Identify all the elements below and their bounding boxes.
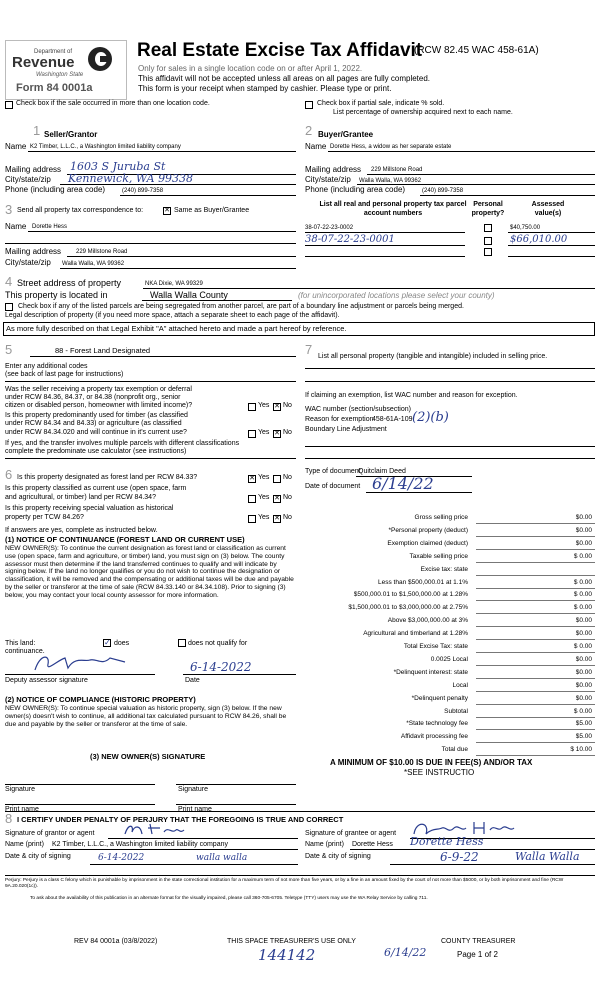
s6-q2-no: No	[283, 494, 292, 501]
tax-row-rule	[476, 704, 595, 705]
tax-row-rule	[476, 678, 595, 679]
assessor-date-label: Date	[185, 677, 200, 684]
if-yes-1: If yes, and the transfer involves multiple parcels with different classifications	[5, 440, 240, 447]
page-number: Page 1 of 2	[457, 950, 498, 959]
s6-q3b: property per TCW 84.26?	[5, 514, 84, 521]
seller-city[interactable]: Kennewick, WA 99338	[68, 172, 194, 185]
partial-sale-label: Check box if partial sale, indicate % sold.	[317, 100, 445, 107]
tax-row-value[interactable]: $0.00	[575, 617, 592, 624]
rev-number: REV 84 0001a (03/8/2022)	[74, 938, 158, 945]
logo-dept: Department of	[34, 49, 73, 55]
page-title: Real Estate Excise Tax Affidavit	[137, 40, 423, 61]
tax-row-value[interactable]: $ 0.00	[573, 553, 592, 560]
tax-row-rule	[476, 523, 595, 524]
notice2-title: (2) NOTICE OF COMPLIANCE (HISTORIC PROPERTY)	[5, 695, 196, 704]
seller-name-label: Name	[5, 142, 27, 151]
grantee-date-label: Date & city of signing	[305, 853, 371, 860]
personal-col-header: Personal property?	[471, 201, 505, 217]
segregated-checkbox[interactable]	[5, 303, 13, 311]
street-value[interactable]: NKA Dixie, WA 99329	[145, 281, 203, 287]
tax-row-label: Above $3,000,000.00 at 3%	[387, 617, 468, 624]
tax-row-rule	[476, 626, 595, 627]
reason-value[interactable]: 458-61A-109	[372, 416, 413, 423]
tax-row-rule	[476, 665, 595, 666]
tax-row-label: $500,000.01 to $1,500,000.00 at 1.28%	[353, 591, 468, 598]
exemption-text: If claiming an exemption, list WAC number and reason for exception.	[305, 392, 518, 399]
logo-state: Washington State	[36, 72, 84, 78]
tax-row-value[interactable]: $5.00	[575, 733, 592, 740]
subtitle-2: This affidavit will not be accepted unless all areas on all pages are fully completed.	[138, 74, 431, 83]
see-back: (see back of last page for instructions)	[5, 371, 124, 378]
tax-row-rule	[476, 755, 595, 756]
seller-mail-label: Mailing address	[5, 165, 62, 174]
tax-row-value[interactable]: $0.00	[575, 669, 592, 676]
grantor-name[interactable]: K2 Timber, L.L.C., a Washington limited liability company	[52, 841, 228, 848]
grantor-name-label: Name (print)	[5, 841, 44, 848]
seller-heading: Seller/Grantor	[44, 130, 98, 139]
logo-revenue: Revenue	[12, 54, 75, 71]
tax-row-value[interactable]: $ 10.00	[570, 746, 592, 753]
grantee-name[interactable]: Dorette Hess	[352, 841, 393, 848]
s6-q2a: Is this property classified as current use (open space, farm	[5, 485, 187, 492]
tax-row-value[interactable]: $ 0.00	[573, 579, 592, 586]
notice1-title: (1) NOTICE OF CONTINUANCE (FOREST LAND OR CURRENT USE)	[5, 535, 245, 544]
reason-text[interactable]: Boundary Line Adjustment	[305, 426, 387, 433]
grantor-date-label: Date & city of signing	[5, 853, 71, 860]
tax-row-label: $1,500,000.01 to $3,000,000.00 at 2.75%	[348, 604, 468, 611]
uninc-note: (for unincorporated locations please select your county)	[298, 291, 495, 300]
s6-q2b: and agricultural, or timber) land per RCW 84.34?	[5, 494, 156, 501]
grantee-city[interactable]: Walla Walla	[515, 850, 580, 863]
buyer-phone-label: Phone (including area code)	[305, 185, 406, 194]
tax-row-value[interactable]: $0.00	[575, 656, 592, 663]
tax-row-rule	[476, 549, 595, 550]
form-number: Form 84 0001a	[16, 82, 93, 94]
owner-print-label-1: Print name	[5, 806, 39, 813]
assessed-row-2[interactable]: $66,010.00	[510, 234, 568, 245]
receipt-date: 6/14/22	[384, 946, 427, 959]
personal-checkbox-1[interactable]	[484, 224, 492, 232]
tax-row-rule	[476, 729, 595, 730]
q2-no-label: No	[283, 429, 292, 436]
segregated-label: Check box if any of the listed parcels are being segregated from another parcel, are part of a boundary line adjustment or parcels being merged.	[18, 303, 464, 310]
does-checkbox[interactable]: ✓	[104, 638, 111, 647]
subtitle-3: This form is your receipt when stamped by cashier. Please type or print.	[138, 84, 392, 93]
assessor-date[interactable]: 6-14-2022	[190, 660, 252, 674]
tax-row-value[interactable]: $0.00	[575, 514, 592, 521]
tax-row-rule	[476, 742, 595, 743]
land-use-code[interactable]: 88 - Forest Land Designated	[55, 346, 151, 355]
buyer-name[interactable]: Dorette Hess, a widow as her separate estate	[330, 144, 452, 150]
same-as-buyer-label: Same as Buyer/Grantee	[174, 207, 250, 214]
section-2-number: 2	[305, 123, 313, 138]
tax-row-rule	[476, 536, 595, 537]
located-label: This property is located in	[5, 290, 108, 300]
continuance-label: continuance.	[5, 648, 45, 655]
buyer-city[interactable]: Walla Walla, WA 99362	[359, 178, 422, 184]
q1-line-a: Was the seller receiving a property tax exemption or deferral	[5, 386, 192, 393]
located-county[interactable]: Walla Walla County	[150, 290, 228, 300]
partial-sale-checkbox[interactable]	[305, 101, 313, 109]
s6-q3-yes: Yes	[258, 514, 270, 521]
wac-label: WAC number (section/subsection)	[305, 406, 411, 413]
q2-yes-label: Yes	[258, 429, 270, 436]
same-as-buyer-checkbox[interactable]: ✕	[164, 207, 170, 214]
county-treasurer: COUNTY TREASURER	[441, 938, 516, 945]
tax-row-value[interactable]: $5.00	[575, 720, 592, 727]
tax-row-rule	[476, 639, 595, 640]
see-instructions: *SEE INSTRUCTIO	[404, 768, 475, 777]
owner-sig-label-1: Signature	[5, 786, 35, 793]
tax-row-rule	[476, 652, 595, 653]
correspondence-text: Send all property tax correspondence to:	[17, 207, 144, 214]
tax-row-value[interactable]: $0.00	[575, 527, 592, 534]
grantee-name-handwritten[interactable]: Dorette Hess	[410, 835, 484, 848]
tax-row-value[interactable]: $0.00	[575, 540, 592, 547]
s6-q1-yes-checkbox[interactable]: ✕	[249, 475, 255, 482]
section-5-number: 5	[5, 342, 13, 357]
q1-no-label: No	[283, 402, 292, 409]
street-label: Street address of property	[17, 278, 122, 288]
s6-q1-no: No	[283, 474, 292, 481]
multi-location-checkbox[interactable]	[5, 101, 13, 109]
tax-row-value[interactable]: $ 0.00	[573, 591, 592, 598]
grantor-city[interactable]: walla walla	[196, 853, 248, 863]
notice1-text: NEW OWNER(S): To continue the current designation as forest land or classification as current use (open space, farm and agriculture, or timber) land, you must sign on (3) below. The county assessor must then determine if the land transferred continues to qualify and will indicate by signing below. If the land no longer qualifies or you do not wish to continue the designation or classification, it will be removed and the compensating or additional taxes will be due and payable by the seller or transferor at the time of sale (RCW 84.33.140 or 84.34.108). Prior to signing (3) below, you may contact your local county assessor for more information.	[5, 545, 294, 599]
tax-row-rule	[476, 691, 595, 692]
tax-row-label: Taxable selling price	[409, 553, 468, 560]
tax-row-label: Subtotal	[444, 708, 468, 715]
doc-type[interactable]: Quitclaim Deed	[358, 468, 406, 475]
correspondence-mail-label: Mailing address	[5, 247, 62, 256]
correspondence-name[interactable]: Dorette Hess	[32, 224, 68, 230]
tax-row-label: *Delinquent interest: state	[393, 669, 468, 676]
notice2-text: NEW OWNER(S): To continue special valuation as historic property, sign (3) below. If the new owner(s) doesn't wish to continue, all additional tax calculated pursuant to RCW 84.26, shall be due and payable by the seller or transferor at the time of sale.	[5, 705, 287, 728]
doc-date-label: Date of document	[305, 483, 361, 490]
tax-row-rule	[476, 575, 595, 576]
tax-row-value[interactable]: $ 0.00	[573, 604, 592, 611]
treasurer-use: THIS SPACE TREASURER'S USE ONLY	[227, 938, 356, 945]
tax-row-label: Total Excise Tax: state	[403, 643, 468, 650]
tax-row-label: Total due	[441, 746, 468, 753]
rcw-reference: (RCW 82.45 WAC 458-61A)	[414, 45, 539, 56]
tax-row-label: Affidavit processing fee	[400, 733, 468, 740]
receipt-number: 144142	[258, 946, 316, 964]
s6-q3-no-checkbox[interactable]: ✕	[274, 515, 280, 522]
multi-location-label: Check box if the sale occurred in more than one location code.	[16, 100, 210, 107]
grantee-date[interactable]: 6-9-22	[440, 850, 479, 864]
assessed-row-1[interactable]: $40,750.00	[510, 225, 541, 231]
tax-row-value[interactable]: $ 0.00	[573, 708, 592, 715]
tax-row-rule	[476, 717, 595, 718]
s6-q1-yes: Yes	[258, 474, 270, 481]
certify-statement: I CERTIFY UNDER PENALTY OF PERJURY THAT THE FOREGOING IS TRUE AND CORRECT	[17, 815, 344, 824]
tax-row-value[interactable]: $ 0.00	[573, 643, 592, 650]
owner-print-label-2: Print name	[178, 806, 212, 813]
s6-q2-yes-checkbox[interactable]	[248, 495, 256, 503]
parcel-row-2[interactable]: 38-07-22-23-0001	[305, 234, 395, 245]
grantee-sig-label: Signature of grantee or agent	[305, 830, 397, 837]
q1-line-b: under RCW 84.36, 84.37, or 84.38 (nonprofit org., senior	[5, 394, 181, 401]
section-7-number: 7	[305, 342, 313, 357]
q2-line-a: Is this property predominantly used for timber (as classified	[5, 412, 188, 419]
tax-row-rule	[476, 562, 595, 563]
parcel-col-header: List all real and personal property tax parcel account numbers	[319, 201, 467, 217]
q1-yes-checkbox[interactable]	[248, 403, 256, 411]
grantee-name-label: Name (print)	[305, 841, 344, 848]
new-owner-sig-title: (3) NEW OWNER(S) SIGNATURE	[90, 752, 206, 761]
grantor-date[interactable]: 6-14-2022	[98, 853, 145, 863]
tax-row-value[interactable]: $0.00	[575, 682, 592, 689]
enter-codes: Enter any additional codes	[5, 363, 88, 370]
tax-row-rule	[476, 588, 595, 589]
doc-date[interactable]: 6/14/22	[372, 474, 434, 493]
seller-phone[interactable]: (240) 899-7358	[122, 188, 164, 194]
section-6-number: 6	[5, 467, 13, 482]
logo-mark-icon	[88, 47, 112, 71]
s6-q2-yes: Yes	[258, 494, 270, 501]
q2-no-checkbox[interactable]: ✕	[274, 430, 280, 437]
tax-row-label: *State technology fee	[406, 720, 468, 727]
if-yes-2: complete the predominate use calculator (see instructions)	[5, 448, 187, 455]
q2-line-c: under RCW 84.34.020 and will continue in it's current use?	[5, 429, 187, 436]
tax-row-label: Excise tax: state	[420, 566, 468, 573]
assessor-signature-icon	[30, 652, 140, 674]
reason-label: Reason for exemption	[305, 416, 374, 423]
tax-row-label: *Delinquent penalty	[411, 695, 468, 702]
parcel-row-1[interactable]: 38-07-22-23-0002	[305, 225, 354, 231]
does-not-label: does not qualify for	[188, 640, 248, 647]
legal-description-box[interactable]	[3, 322, 595, 336]
tax-row-label: Exemption claimed (deduct)	[387, 540, 468, 547]
owner-sig-label-2: Signature	[178, 786, 208, 793]
tax-row-label: Agricultural and timberland at 1.28%	[363, 630, 468, 637]
s6-q3-yes-checkbox[interactable]	[248, 515, 256, 523]
s6-q1-no-checkbox[interactable]	[273, 475, 281, 483]
legal-label: Legal description of property (if you need more space, attach a separate sheet to each page of the affidavit).	[5, 312, 340, 319]
buyer-phone[interactable]: (240) 899-7358	[422, 188, 464, 194]
section-3-number: 3	[5, 202, 13, 217]
s6-q3a: Is this property receiving special valuation as historical	[5, 505, 174, 512]
personal-property-text: List all personal property (tangible and intangible) included in selling price.	[318, 353, 548, 360]
seller-mail[interactable]: 1603 S Juruba St	[70, 160, 166, 173]
availability-notice: To ask about the availability of this publication in an alternate format for the visually impaired, please call 360-705-6705. Teletype (TTY) users may use the WA Relay Service by calling 711.	[30, 896, 428, 901]
tax-row-label: Gross selling price	[414, 514, 468, 521]
tax-row-rule	[476, 613, 595, 614]
tax-row-label: *Personal property (deduct)	[388, 527, 468, 534]
s6-q2-no-checkbox[interactable]: ✕	[274, 495, 280, 502]
personal-checkbox-2[interactable]	[484, 237, 492, 245]
dor-logo	[5, 40, 127, 100]
doc-type-label: Type of document	[305, 468, 361, 475]
does-not-checkbox[interactable]	[178, 639, 186, 647]
tax-row-label: 0.0025 Local	[430, 656, 468, 663]
correspondence-city[interactable]: Walla Walla, WA 99362	[62, 261, 125, 267]
correspondence-city-label: City/state/zip	[5, 258, 51, 267]
legal-description: As more fully described on that Legal Exhibit "A" attached hereto and made a part hereof by reference.	[6, 324, 347, 333]
q1-line-c: citizen or disabled person, homeowner with limited income)?	[5, 402, 193, 409]
tax-row-label: Less than $500,000.01 at 1.1%	[378, 579, 468, 586]
tax-row-label: Local	[452, 682, 468, 689]
correspondence-mail[interactable]: 229 Millstone Road	[76, 249, 128, 255]
tax-row-value[interactable]: $0.00	[575, 630, 592, 637]
correspondence-name-label: Name	[5, 222, 27, 231]
s6-q3-no: No	[283, 514, 292, 521]
section-1-number: 1	[33, 123, 41, 138]
buyer-mail[interactable]: 229 Millstone Road	[371, 167, 423, 173]
buyer-mail-label: Mailing address	[305, 165, 362, 174]
reason-handwritten[interactable]: (2)(b)	[412, 410, 449, 425]
q1-yes-label: Yes	[258, 402, 270, 409]
perjury-notice: Perjury: Perjury is a class C felony which is punishable by imprisonment in the state correctional institution for a maximum term of not more than five years, or by a fine in an amount fixed by the court of not more than $5000, or by both imprisonment and fine (RCW 9A.20.020(1c)).	[5, 878, 564, 889]
section-8-number: 8	[5, 811, 13, 826]
q1-no-checkbox[interactable]: ✕	[274, 403, 280, 410]
buyer-heading: Buyer/Grantee	[318, 130, 374, 139]
seller-phone-label: Phone (including area code)	[5, 185, 106, 194]
seller-city-label: City/state/zip	[5, 175, 51, 184]
personal-checkbox-3[interactable]	[484, 248, 492, 256]
assessor-sig-label: Deputy assessor signature	[5, 677, 88, 684]
does-label: does	[114, 640, 130, 647]
minimum-note: A MINIMUM OF $10.00 IS DUE IN FEE(S) AND/OR TAX	[330, 758, 533, 767]
assessed-col-header: Assessed value(s)	[531, 201, 565, 217]
q2-yes-checkbox[interactable]	[248, 430, 256, 438]
grantor-sig-label: Signature of grantor or agent	[5, 830, 95, 837]
buyer-name-label: Name	[305, 142, 327, 151]
s6-q1: Is this property designated as forest land per RCW 84.33?	[17, 474, 198, 481]
s6-answers: If answers are yes, complete as instructed below.	[5, 527, 158, 534]
grantor-signature-icon	[120, 820, 190, 838]
tax-row-value[interactable]: $0.00	[575, 695, 592, 702]
section-4-number: 4	[5, 274, 13, 289]
tax-row-rule	[476, 600, 595, 601]
q2-line-b: under RCW 84.34 and 84.33) or agriculture (as classified	[5, 420, 182, 427]
buyer-city-label: City/state/zip	[305, 175, 351, 184]
partial-sale-list: List percentage of ownership acquired next to each name.	[333, 109, 513, 116]
subtitle-1: Only for sales in a single location code on or after April 1, 2022.	[138, 64, 363, 73]
this-land-label: This land:	[5, 640, 36, 647]
seller-name[interactable]: K2 Timber, L.L.C., a Washington limited liability company	[30, 144, 181, 150]
